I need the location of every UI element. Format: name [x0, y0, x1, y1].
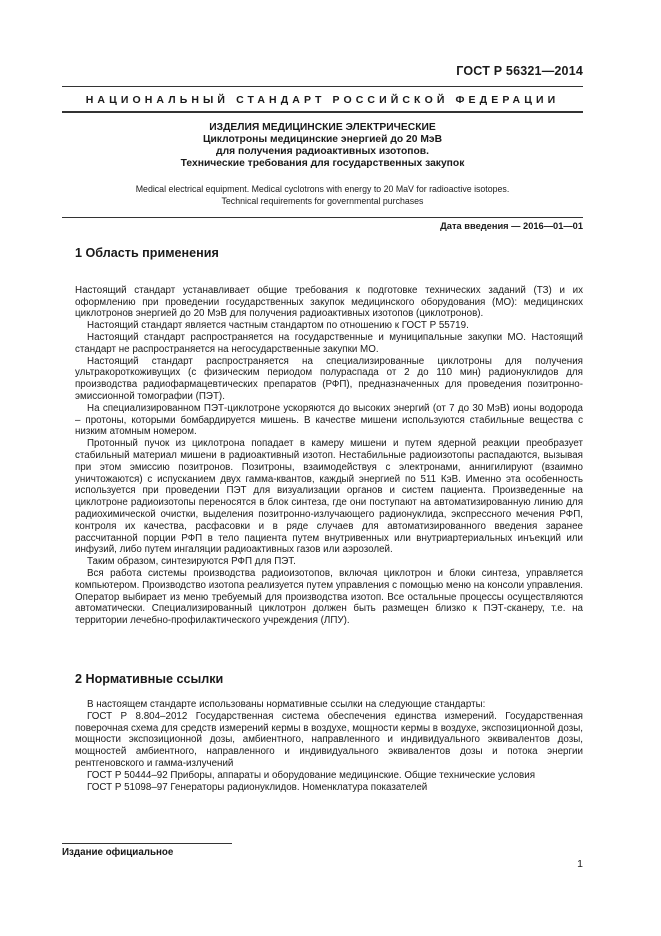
title-line: Циклотроны медицинские энергией до 20 МэВ [202, 134, 443, 145]
header-rule-top [62, 86, 583, 87]
paragraph: Настоящий стандарт распространяется на специализированные циклотроны для получения ультракороткоживущих (с физическим периодом полураспада от 2 до 110 мин) радионуклидов для производства радиофармацевтических препаратов (РФП), предназначенных для проведения позитронно-эмиссионной томографии (ПЭТ). [75, 355, 583, 402]
introduction-date: Дата введения — 2016—01—01 [440, 221, 583, 231]
document-code: ГОСТ Р 56321—2014 [456, 64, 583, 78]
title-line: для получения радиоактивных изотопов. [216, 146, 429, 157]
section-2-title: 2 Нормативные ссылки [75, 672, 224, 686]
title-line: Технические требования для государственных закупок [180, 158, 465, 169]
page-number: 1 [577, 858, 583, 870]
paragraph: Настоящий стандарт устанавливает общие требования к подготовке технических заданий (ТЗ) и их оформлению при проведении государственных закупок медицинского оборудования (МО): медицинских циклотронов энергией до 20 МэВ для получения радиоактивных изотопов (циклотронов). [75, 284, 583, 320]
national-standard-banner: НАЦИОНАЛЬНЫЙ СТАНДАРТ РОССИЙСКОЙ ФЕДЕРАЦИИ [85, 94, 560, 106]
paragraph: Вся работа системы производства радиоизотопов, включая циклотрон и блоки синтеза, управляется компьютером. Производство изотопа реализуется путем управления с помощью меню на консоли управления. Оператор выбирает из меню требуемый для производства изотоп. Все остальные процессы осуществляются автоматически. Специализированный циклотрон должен быть размещен близко к ПЭТ-сканеру, т.е. на территории лечебно-профилактического учреждения (ЛПУ). [75, 567, 583, 627]
english-title-line: Medical electrical equipment. Medical cyclotrons with energy to 20 MaV for radioactive isotopes. [135, 184, 510, 194]
english-title [62, 184, 583, 207]
header-rule-bottom [62, 111, 583, 113]
date-rule [62, 217, 583, 218]
paragraph: На специализированном ПЭТ-циклотроне ускоряются до высоких энергий (от 7 до 30 МэВ) ионы водорода – протоны, которыми бомбардируется мишень. В качестве мишени используются стабильные вещества с низким атомным номером. [75, 402, 583, 438]
paragraph: Протонный пучок из циклотрона попадает в камеру мишени и путем ядерной реакции преобразует стабильный материал мишени в радиоактивный изотоп. Нестабильные радиоизотопы распадаются, вызывая при этом эмиссию позитронов. Позитроны, взаимодействуя с электронами, аннигилируют (взаимно уничтожаются) с испусканием двух гамма-квантов, каждый энергией по 511 КэВ. Именно эта особенность используется при проведении ПЭТ для визуализации органов и систем пациента. Произведенные на циклотроне радиоизотопы переносятся в блок синтеза, где они поступают на автоматизированную линию для радиохимической очистки, выделения позитронно-излучающего радионуклида, экспрессного мечения РФП, контроля их качества, расфасовки и в ряде случаев для автоматизированного введения заранее рассчитанной порции РФП в тело пациента путем внутривенных или внутриартериальных инъекций или инфузий, либо путем ингаляции радиоактивных газов или аэрозолей. [75, 438, 583, 556]
section-1-body [75, 273, 583, 627]
paragraph: Настоящий стандарт является частным стандартом по отношению к ГОСТ Р 55719. [87, 320, 469, 332]
title-line: ИЗДЕЛИЯ МЕДИЦИНСКИЕ ЭЛЕКТРИЧЕСКИЕ [209, 122, 436, 133]
footer-rule [62, 843, 232, 844]
paragraph: Таким образом, синтезируются РФП для ПЭТ. [87, 556, 296, 568]
section-1-title: 1 Область применения [75, 246, 219, 260]
paragraph: ГОСТ Р 8.804–2012 Государственная система обеспечения единства измерений. Государственная поверочная схема для средств измерений кермы в воздухе, мощности кермы в воздухе, экспозиционной дозы, мощности экспозиционной дозы, амбиентного, направленного и индивидуального эквивалентов дозы, мощностей амбиентного, направленного и индивидуального эквивалентов дозы и потока энергии рентгеновского и гамма-излучений [75, 710, 583, 769]
document-title [62, 122, 583, 170]
section-2-body [75, 699, 583, 793]
paragraph: Настоящий стандарт распространяется на государственные и муниципальные закупки МО. Настоящий стандарт не распространяется на негосударственные закупки МО. [75, 331, 583, 355]
official-edition-label: Издание официальное [62, 847, 174, 858]
english-title-line: Technical requirements for governmental purchases [221, 195, 424, 206]
paragraph: ГОСТ Р 50444–92 Приборы, аппараты и оборудование медицинские. Общие технические условия [87, 769, 536, 781]
paragraph: В настоящем стандарте использованы нормативные ссылки на следующие стандарты: [87, 699, 486, 710]
paragraph: ГОСТ Р 51098–97 Генераторы радионуклидов. Номенклатура показателей [87, 781, 428, 793]
